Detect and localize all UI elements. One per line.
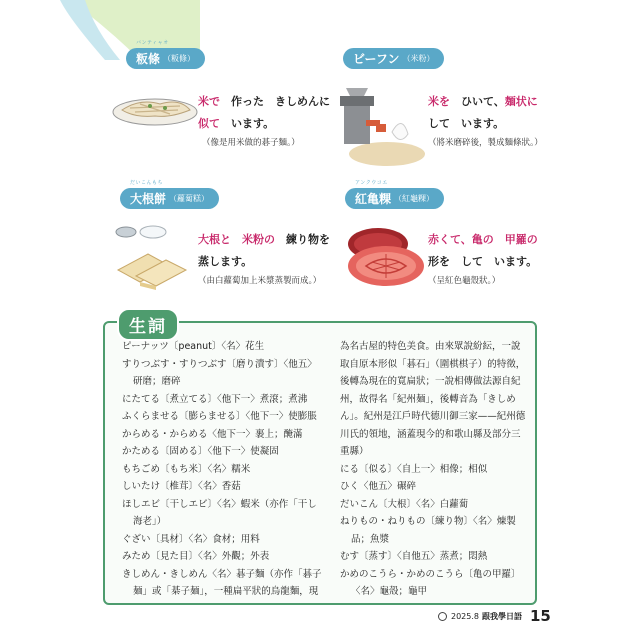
desc-text: 作った きしめんに bbox=[231, 95, 330, 108]
desc-highlight: 赤くて、亀の 甲羅の bbox=[428, 233, 538, 246]
vocab-column-left bbox=[122, 338, 334, 601]
vocab-entry: すりつぶす・すりつぶす〔磨り潰す〕〈他五〉 bbox=[122, 358, 317, 370]
vocab-badge: 生詞 bbox=[117, 308, 179, 341]
food-note: （像是用米做的碁子麵。） bbox=[202, 138, 300, 148]
vocab-entry: ぐざい〔具材〕〈名〉食材；用料 bbox=[122, 533, 260, 545]
food-note: （呈紅色龜殼狀。） bbox=[428, 276, 501, 286]
red-turtle-cake-illustration bbox=[338, 222, 428, 292]
ruby-text: アンクウコエ bbox=[355, 180, 388, 186]
vocab-entry: ねりもの・ねりもの〔練り物〕〈名〉煉製 bbox=[340, 516, 516, 527]
vocab-entry: 麺」或「棊子麺」，一種扁平狀的烏龍麵，現 bbox=[133, 586, 319, 597]
food-card-angkukoe bbox=[355, 180, 578, 286]
food-card-daikonmochi bbox=[130, 180, 338, 286]
food-card-beefun bbox=[353, 48, 578, 148]
vocab-entry: みため〔見た目〕〈名〉外觀；外表 bbox=[122, 551, 270, 562]
vocab-entry: 為名古屋的特色美食。由來眾說紛紜，一說 bbox=[340, 341, 521, 352]
vocab-entry: にたてる〔煮立てる〕〈他下一〉煮滾；煮沸 bbox=[122, 393, 308, 405]
page-number: 15 bbox=[530, 607, 551, 625]
desc-text: して います。 bbox=[428, 117, 505, 130]
circle-icon bbox=[438, 612, 447, 621]
desc-text: 形を して います。 bbox=[428, 255, 538, 268]
vocab-entry: 海老」） bbox=[133, 516, 167, 527]
desc-text: 練り物を bbox=[286, 233, 330, 246]
food-description bbox=[198, 91, 338, 135]
vocab-entry: ピーナッツ〔peanut〕〈名〉花生 bbox=[122, 341, 265, 352]
vocab-entry: しいたけ〔椎茸〕〈名〉香菇 bbox=[122, 481, 241, 492]
vocab-entry: もちごめ〔もち米〕〈名〉糯米 bbox=[122, 463, 251, 475]
vocab-entry: ふくらませる〔膨らませる〕〈他下一〉使膨脹 bbox=[122, 411, 317, 422]
food-title: 紅亀粿 bbox=[355, 192, 392, 206]
desc-text: います。 bbox=[231, 117, 275, 130]
desc-highlight: 米を bbox=[428, 95, 450, 108]
vocab-entry: 川氏的領地，涵蓋現今的和歌山縣及部分三 bbox=[340, 428, 521, 440]
vocab-column-right bbox=[340, 338, 526, 601]
desc-text: 蒸します。 bbox=[198, 255, 253, 268]
food-subtitle: （米粉） bbox=[402, 54, 435, 63]
vocab-entry: ん」。紀州是江戶時代德川御三家——紀州德 bbox=[340, 411, 526, 422]
food-title: 粄條 bbox=[136, 52, 161, 66]
vocab-entry: 取自原本形似「碁石」（圍棋棋子）的特徵， bbox=[340, 358, 526, 370]
food-note: （將米磨碎後，製成麵條狀。） bbox=[428, 138, 543, 148]
food-note: （由白蘿蔔加上米漿蒸製而成。） bbox=[198, 276, 322, 286]
food-title: 大根餅 bbox=[130, 192, 167, 206]
vocab-entry: ほしエビ〔干しエビ〕〈名〉蝦米（亦作「干し bbox=[122, 498, 317, 510]
vocab-entry: 州，故得名「紀州麺」，後轉音為「きしめ bbox=[340, 393, 516, 405]
vocab-entry: からめる・からめる〈他下一〉裹上；醃滿 bbox=[122, 428, 303, 440]
footer-issue: 2025.8 bbox=[451, 611, 479, 621]
vocab-entry: むす〔蒸す〕〈自他五〉蒸煮；悶熱 bbox=[340, 551, 488, 562]
footer-magazine: 跟我學日語 bbox=[482, 611, 522, 621]
radish-cake-illustration bbox=[108, 218, 198, 298]
vocab-entry: かためる〔固める〕〈他下一〉使凝固 bbox=[122, 446, 279, 457]
desc-highlight: 米で bbox=[198, 95, 220, 108]
vocab-entry: にる〔似る〕〈自上一〉相像；相似 bbox=[340, 463, 488, 475]
food-subtitle: （紅龜粿） bbox=[394, 194, 435, 203]
page-footer bbox=[438, 607, 551, 625]
ruby-text: バンティャオ bbox=[136, 40, 169, 46]
ruby-text: だいこんもち bbox=[130, 180, 164, 186]
vocab-entry: きしめん・きしめん〈名〉碁子麵（亦作「碁子 bbox=[122, 568, 322, 580]
food-tag bbox=[126, 40, 205, 69]
desc-text: ひいて、 bbox=[461, 95, 505, 108]
food-title: ビーフン bbox=[353, 52, 400, 66]
food-card-bantiao bbox=[136, 40, 338, 148]
food-subtitle: （蘿蔔糕） bbox=[169, 194, 210, 203]
vocab-entry: だいこん〔大根〕〈名〉白蘿蔔 bbox=[340, 498, 469, 510]
food-description bbox=[428, 229, 578, 273]
vocab-entry: 後轉為現在的寬扁狀；一說相傳做法源自紀 bbox=[340, 376, 521, 387]
desc-highlight: 似て bbox=[198, 117, 220, 130]
food-tag bbox=[345, 180, 444, 209]
vocab-entry: かめのこうら・かめのこうら〔亀の甲羅〕 bbox=[340, 568, 521, 580]
desc-highlight: 大根と 米粉の bbox=[198, 233, 275, 246]
food-tag bbox=[120, 180, 219, 209]
vocab-entry: 品；魚漿 bbox=[351, 533, 390, 545]
vocab-entry: 重縣） bbox=[340, 446, 369, 457]
food-subtitle: （粄條） bbox=[163, 54, 196, 63]
noodle-dish-illustration bbox=[110, 88, 200, 128]
vocab-entry: 〈名〉龜殼；龜甲 bbox=[351, 586, 428, 597]
vocab-entry: ひく〈他五〉碾碎 bbox=[340, 481, 417, 492]
food-tag bbox=[343, 48, 444, 69]
vocab-entry: 研磨；磨碎 bbox=[133, 376, 181, 387]
food-description bbox=[198, 229, 338, 273]
rice-mill-illustration bbox=[332, 74, 427, 169]
food-description bbox=[428, 91, 578, 135]
desc-highlight: 麺状に bbox=[504, 95, 538, 108]
